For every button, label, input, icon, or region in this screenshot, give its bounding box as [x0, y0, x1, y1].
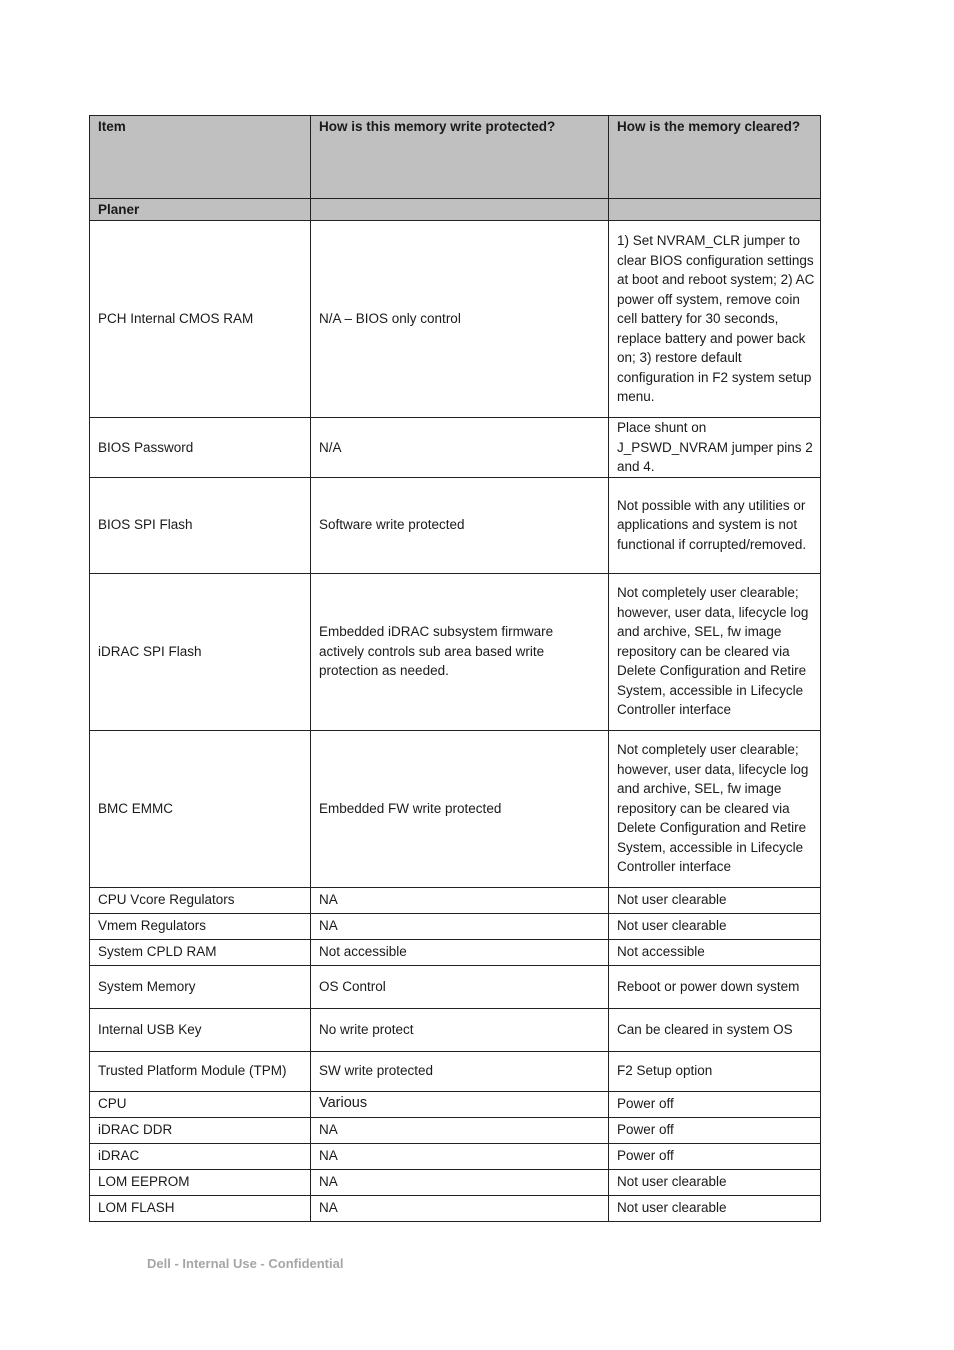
confidentiality-footer: Dell - Internal Use - Confidential	[147, 1256, 344, 1271]
cleared-cell: Power off	[609, 1091, 821, 1117]
cleared-cell: Not user clearable	[609, 1195, 821, 1221]
table-row	[90, 1195, 821, 1221]
cleared-cell: Not completely user clearable; however, user data, lifecycle log and archive, SEL, fw image repository can be cleared via Delete Configuration and Retire System, accessible in Lifecycle Controller interface	[609, 730, 821, 887]
protection-cell: N/A – BIOS only control	[311, 221, 609, 418]
protection-cell: Embedded iDRAC subsystem firmware actively controls sub area based write protection as needed.	[311, 573, 609, 730]
item-cell: Internal USB Key	[90, 1008, 311, 1051]
cleared-cell: Can be cleared in system OS	[609, 1008, 821, 1051]
section-label: Planer	[90, 199, 311, 221]
protection-cell: NA	[311, 1143, 609, 1169]
cleared-cell: Power off	[609, 1143, 821, 1169]
cleared-cell: 1) Set NVRAM_CLR jumper to clear BIOS configuration settings at boot and reboot system; 2) AC power off system, remove coin cell battery for 30 seconds, replace battery and power back on; 3) restore default configuration in F2 system setup menu.	[609, 221, 821, 418]
table-row	[90, 221, 821, 418]
protection-cell: NA	[311, 1117, 609, 1143]
protection-cell: SW write protected	[311, 1051, 609, 1091]
table-row	[90, 1117, 821, 1143]
protection-cell: Software write protected	[311, 477, 609, 573]
cleared-cell: Not user clearable	[609, 913, 821, 939]
protection-cell: NA	[311, 1195, 609, 1221]
item-cell: iDRAC SPI Flash	[90, 573, 311, 730]
item-cell: PCH Internal CMOS RAM	[90, 221, 311, 418]
item-cell: LOM FLASH	[90, 1195, 311, 1221]
item-cell: BIOS SPI Flash	[90, 477, 311, 573]
cleared-cell: Reboot or power down system	[609, 965, 821, 1008]
table-row	[90, 887, 821, 913]
protection-cell: NA	[311, 913, 609, 939]
protection-cell: Embedded FW write protected	[311, 730, 609, 887]
cleared-cell: F2 Setup option	[609, 1051, 821, 1091]
protection-cell: NA	[311, 1169, 609, 1195]
table-row	[90, 573, 821, 730]
item-cell: iDRAC	[90, 1143, 311, 1169]
header-write-protection: How is this memory write protected?	[311, 116, 609, 199]
item-cell: Trusted Platform Module (TPM)	[90, 1051, 311, 1091]
table-row	[90, 477, 821, 573]
cleared-cell: Not possible with any utilities or applications and system is not functional if corrupted/removed.	[609, 477, 821, 573]
item-cell: System Memory	[90, 965, 311, 1008]
table-row	[90, 1169, 821, 1195]
protection-cell: No write protect	[311, 1008, 609, 1051]
table-row	[90, 730, 821, 887]
table-row	[90, 965, 821, 1008]
protection-cell: N/A	[311, 418, 609, 478]
table-row	[90, 1008, 821, 1051]
item-cell: LOM EEPROM	[90, 1169, 311, 1195]
cleared-cell: Not completely user clearable; however, user data, lifecycle log and archive, SEL, fw image repository can be cleared via Delete Configuration and Retire System, accessible in Lifecycle Controller interface	[609, 573, 821, 730]
protection-cell: Various	[311, 1091, 609, 1117]
table-row	[90, 1051, 821, 1091]
header-memory-cleared: How is the memory cleared?	[609, 116, 821, 199]
item-cell: CPU Vcore Regulators	[90, 887, 311, 913]
table-row	[90, 418, 821, 478]
cleared-cell: Not accessible	[609, 939, 821, 965]
cleared-cell: Not user clearable	[609, 887, 821, 913]
table-row	[90, 1143, 821, 1169]
protection-cell: Not accessible	[311, 939, 609, 965]
item-cell: BIOS Password	[90, 418, 311, 478]
header-item: Item	[90, 116, 311, 199]
table-header-row	[90, 116, 821, 199]
item-cell: CPU	[90, 1091, 311, 1117]
cleared-cell: Power off	[609, 1117, 821, 1143]
protection-cell: NA	[311, 887, 609, 913]
item-cell: System CPLD RAM	[90, 939, 311, 965]
item-cell: BMC EMMC	[90, 730, 311, 887]
table-row	[90, 939, 821, 965]
section-row-planer	[90, 199, 821, 221]
item-cell: Vmem Regulators	[90, 913, 311, 939]
protection-cell: OS Control	[311, 965, 609, 1008]
memory-protection-table	[89, 115, 821, 1222]
table-row	[90, 913, 821, 939]
cleared-cell: Place shunt on J_PSWD_NVRAM jumper pins 2 and 4.	[609, 418, 821, 478]
item-cell: iDRAC DDR	[90, 1117, 311, 1143]
table-row	[90, 1091, 821, 1117]
cleared-cell: Not user clearable	[609, 1169, 821, 1195]
